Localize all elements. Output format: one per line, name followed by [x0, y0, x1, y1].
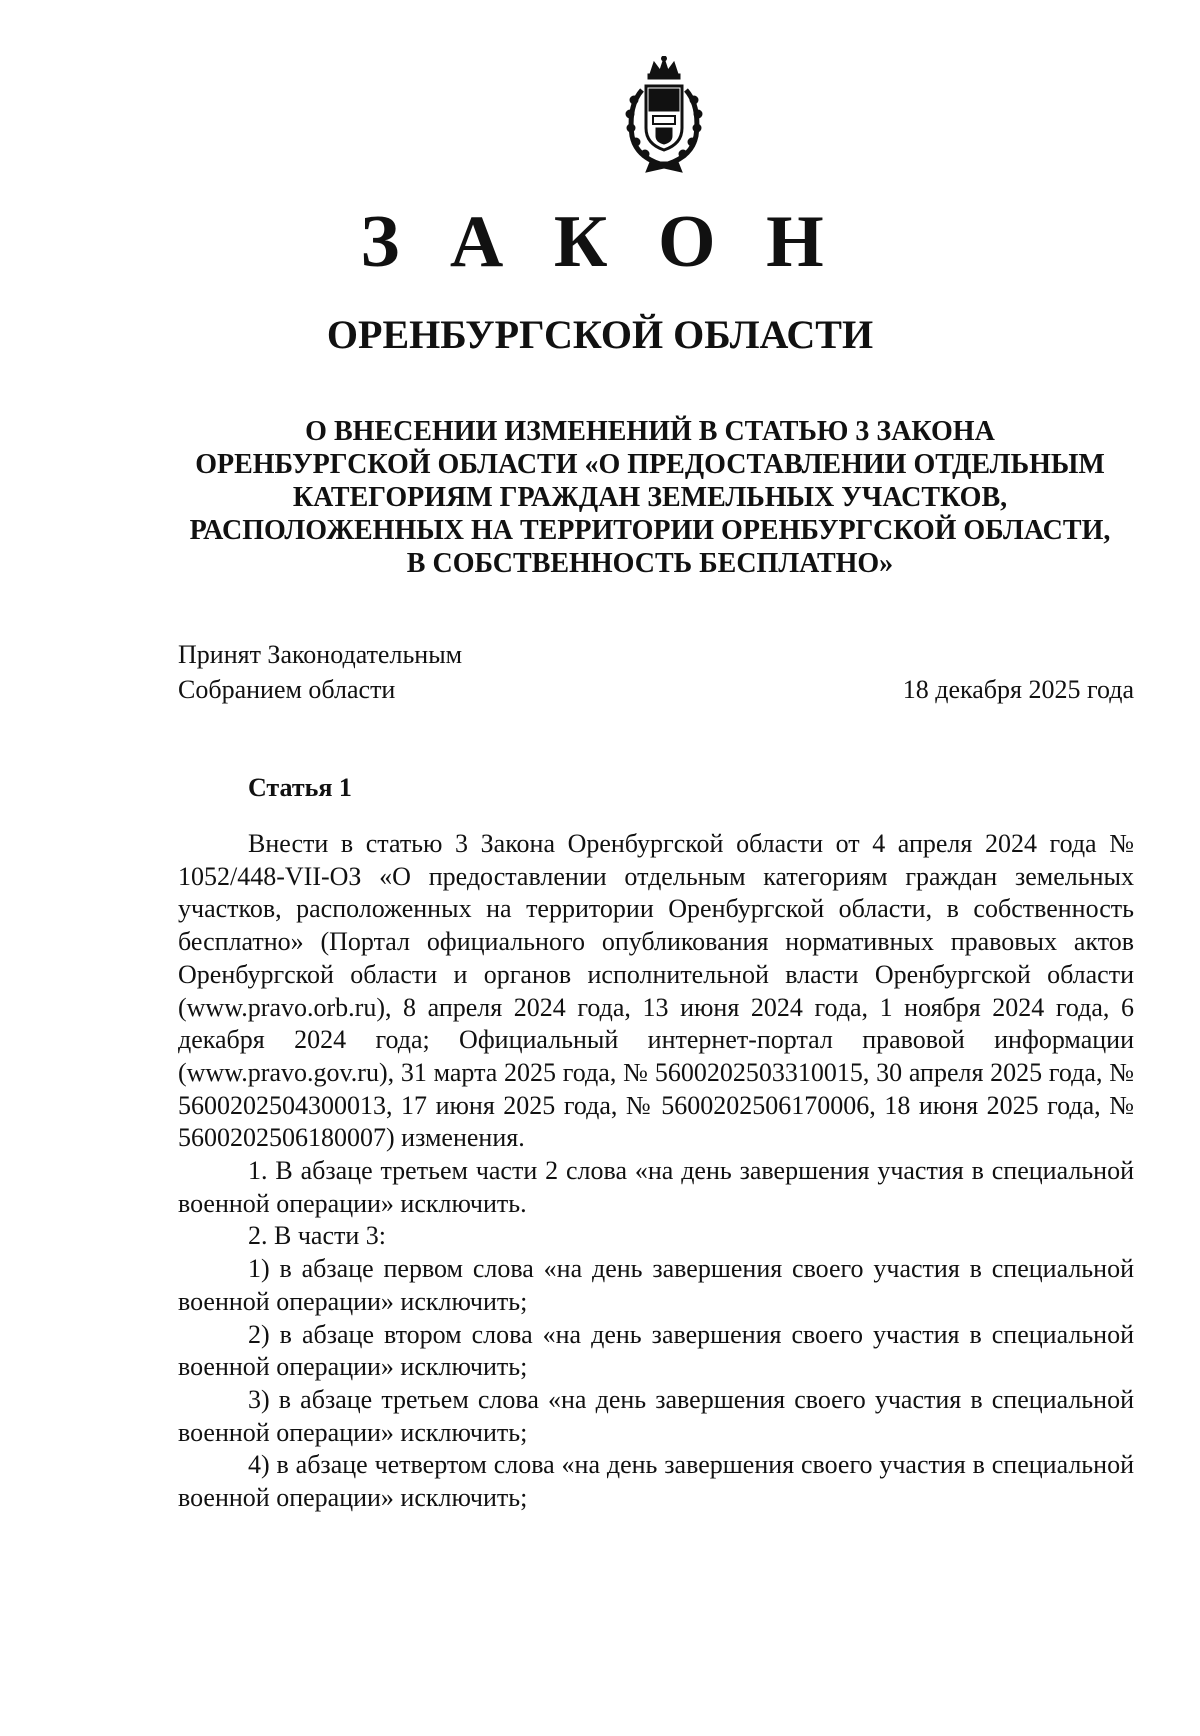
subject-line: В СОБСТВЕННОСТЬ БЕСПЛАТНО»: [406, 548, 894, 579]
article-paragraph: 4) в абзаце четвертом слова «на день завершения своего участия в специальной военной операции» исключить;: [178, 1450, 1134, 1513]
article-paragraph: 1) в абзаце первом слова «на день завершения своего участия в специальной военной операции» исключить;: [178, 1254, 1134, 1316]
subject-line: ОРЕНБУРГСКОЙ ОБЛАСТИ «О ПРЕДОСТАВЛЕНИИ ОТДЕЛЬНЫМ: [195, 449, 1105, 480]
article-paragraph: 2. В части 3:: [248, 1221, 386, 1251]
subject-line: РАСПОЛОЖЕННЫХ НА ТЕРРИТОРИИ ОРЕНБУРГСКОЙ ОБЛАСТИ,: [189, 515, 1111, 546]
article-heading: Статья 1: [248, 773, 352, 802]
article-paragraph: 1. В абзаце третьем части 2 слова «на день завершения участия в специальной военной операции» исключить.: [178, 1156, 1134, 1218]
law-subject: [170, 415, 1130, 580]
article-paragraph: 3) в абзаце третьем слова «на день завершения своего участия в специальной военной операции» исключить;: [178, 1384, 1134, 1447]
region-title: ОРЕНБУРГСКОЙ ОБЛАСТИ: [326, 312, 874, 357]
subject-line: О ВНЕСЕНИИ ИЗМЕНЕНИЙ В СТАТЬЮ 3 ЗАКОНА: [305, 416, 995, 447]
subject-line: КАТЕГОРИЯМ ГРАЖДАН ЗЕМЕЛЬНЫХ УЧАСТКОВ,: [292, 482, 1008, 513]
article-body: [178, 828, 1134, 1515]
article-paragraph: 2) в абзаце втором слова «на день завершения своего участия в специальной военной операции» исключить;: [178, 1319, 1134, 1382]
adoption-line: Собранием области: [178, 675, 396, 704]
adoption-date: 18 декабря 2025 года: [902, 675, 1134, 704]
law-title: З А К О Н: [360, 201, 840, 283]
adoption-line: Принят Законодательным: [178, 640, 463, 669]
adoption-note: [178, 637, 462, 707]
coat-of-arms-icon: [620, 56, 708, 176]
article-paragraph: Внести в статью 3 Закона Оренбургской области от 4 апреля 2024 года № 1052/448-VII-ОЗ «О предоставлении отдельным категориям граждан земельных участков, расположенных на территории Оренбургской области, в собственность бесплатно» (Портал официального опубликования нормативных правовых актов Оренбургской области и органов исполнительной власти Оренбургской области (www.pravo.orb.ru), 8 апреля 2024 года, 13 июня 2024 года, 1 ноября 2024 года, 6 декабря 2024 года; Официальный интернет-портал правовой информации (www.pravo.gov.ru), 31 марта 2025 года, № 5600202503310015, 30 апреля 2025 года, № 5600202504300013, 17 июня 2025 года, № 5600202506170006, 18 июня 2025 года, № 5600202506180007) изменения.: [178, 829, 1134, 1153]
